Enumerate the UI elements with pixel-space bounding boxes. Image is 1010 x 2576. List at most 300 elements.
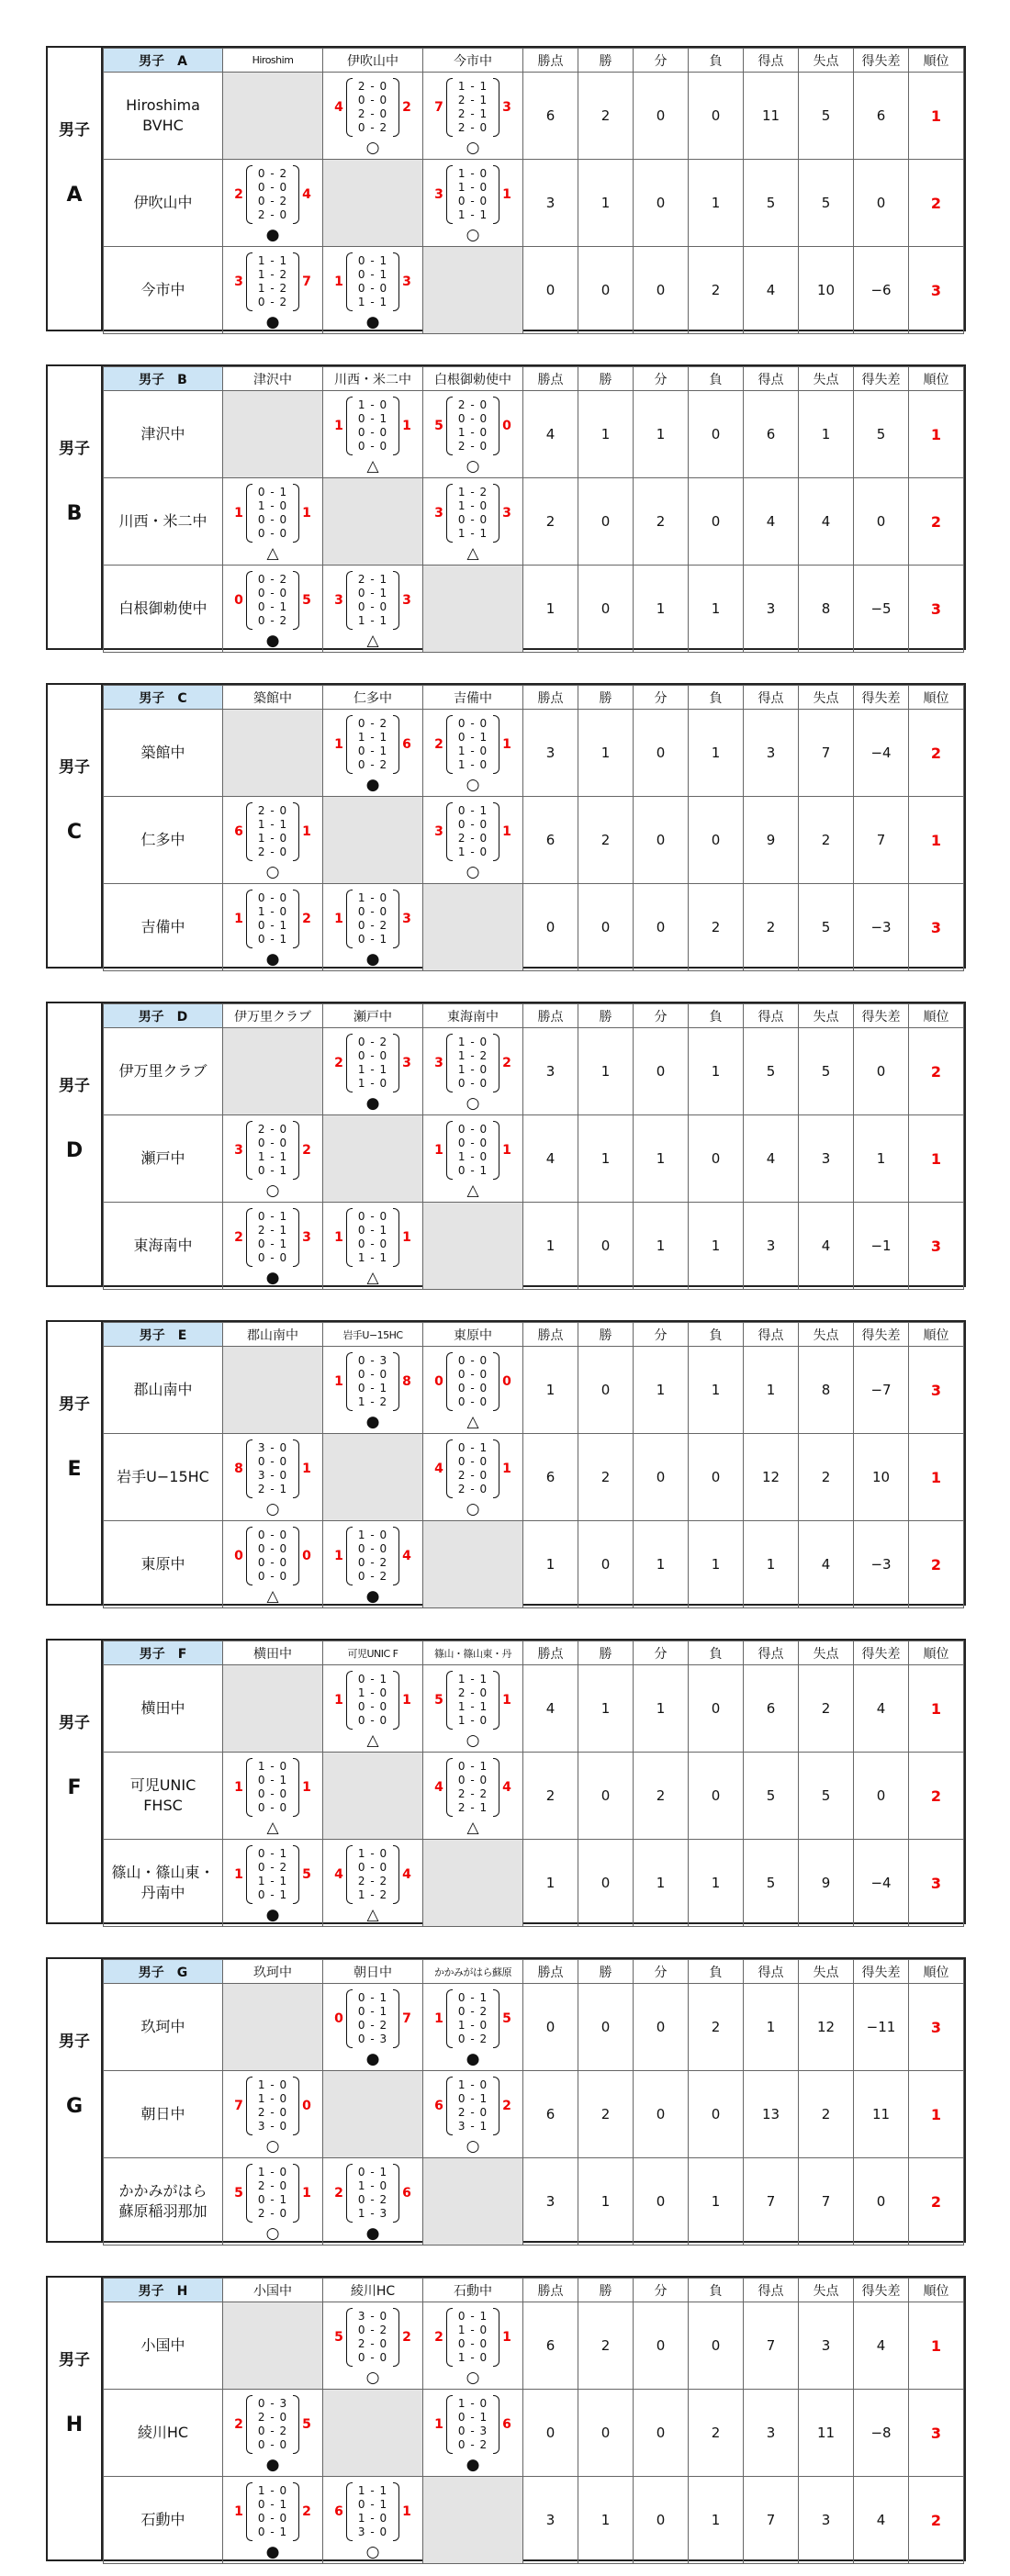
stat-header: 得点 [744, 686, 799, 710]
result-symbol: ● [265, 950, 280, 969]
period-score: 0 - 2 [357, 717, 388, 730]
period-scores [446, 78, 499, 137]
opponent-score: 2 [502, 2099, 511, 2113]
result-symbol: △ [266, 1587, 279, 1606]
period-score: 0 - 2 [257, 296, 288, 308]
team-row [104, 2158, 964, 2246]
stat-header: 勝 [578, 1641, 634, 1665]
team-score: 3 [434, 1056, 443, 1070]
opponent-score: 8 [402, 1374, 411, 1389]
opponent-score: 2 [502, 1056, 511, 1070]
header-row [104, 49, 964, 73]
stat-header: 得点 [744, 1323, 799, 1347]
match-cell [423, 1434, 523, 1521]
group-table [103, 48, 964, 334]
points: 3 [523, 710, 578, 797]
opponent-header: 東原中 [423, 1323, 523, 1347]
stat-header: 順位 [909, 49, 964, 73]
period-score: 0 - 1 [357, 745, 388, 757]
period-score: 0 - 0 [257, 2438, 288, 2451]
losses: 2 [689, 884, 744, 971]
team-row [104, 391, 964, 478]
stat-header: 失点 [799, 2279, 854, 2302]
goals-for: 5 [744, 1753, 799, 1840]
boys-label: 男子 [59, 2033, 90, 2051]
group-table [103, 1003, 964, 1290]
stat-header: 得失差 [854, 1960, 909, 1984]
period-score: 0 - 2 [357, 2324, 388, 2336]
result-symbol: ○ [466, 139, 480, 157]
goal-diff: 7 [854, 797, 909, 884]
period-score: 1 - 0 [457, 846, 488, 858]
period-score: 1 - 1 [457, 1700, 488, 1713]
team-row [104, 1840, 964, 1927]
period-scores [246, 165, 299, 224]
points: 0 [523, 2390, 578, 2477]
goal-diff: −4 [854, 1840, 909, 1927]
period-score: 0 - 0 [357, 905, 388, 918]
period-score: 2 - 0 [357, 80, 388, 93]
result-symbol: ● [466, 2456, 480, 2474]
opponent-score: 3 [402, 593, 411, 608]
points: 3 [523, 2158, 578, 2246]
period-score: 3 - 0 [257, 1441, 288, 1454]
diagonal-cell [423, 2477, 523, 2564]
group-table [103, 2278, 964, 2564]
draws: 1 [634, 1347, 689, 1434]
team-row [104, 1984, 964, 2071]
goals-against: 4 [799, 478, 854, 566]
result-symbol: ○ [466, 2137, 480, 2156]
match-cell [223, 797, 323, 884]
goal-diff: 0 [854, 1753, 909, 1840]
losses: 1 [689, 1203, 744, 1290]
goals-against: 8 [799, 1347, 854, 1434]
goals-for: 6 [744, 1665, 799, 1753]
team-row [104, 1665, 964, 1753]
goals-for: 12 [744, 1434, 799, 1521]
draws: 1 [634, 1665, 689, 1753]
goals-against: 5 [799, 160, 854, 247]
period-scores [446, 2077, 499, 2135]
goals-for: 5 [744, 1840, 799, 1927]
group-letter: G [65, 2095, 84, 2118]
losses: 0 [689, 1753, 744, 1840]
rank: 3 [909, 566, 964, 653]
team-row [104, 2071, 964, 2158]
period-score: 1 - 2 [457, 1049, 488, 1062]
period-score: 1 - 2 [257, 268, 288, 281]
period-score: 0 - 2 [357, 1556, 388, 1569]
team-name: 朝日中 [104, 2071, 223, 2158]
stat-header: 分 [634, 2279, 689, 2302]
period-score: 0 - 1 [457, 731, 488, 744]
rank: 1 [909, 1665, 964, 1753]
team-score: 4 [334, 100, 343, 115]
rank: 3 [909, 1840, 964, 1927]
match-cell [223, 1840, 323, 1927]
period-score: 1 - 2 [457, 486, 488, 498]
rank: 3 [909, 1984, 964, 2071]
rank: 3 [909, 884, 964, 971]
opponent-header: 川西・米二中 [323, 367, 423, 391]
period-scores [346, 252, 399, 311]
period-scores [346, 715, 399, 774]
team-score: 3 [434, 187, 443, 202]
draws: 0 [634, 884, 689, 971]
losses: 2 [689, 2390, 744, 2477]
period-score: 1 - 1 [357, 2484, 388, 2497]
result-symbol: ○ [365, 2543, 380, 2561]
opponent-score: 1 [402, 1693, 411, 1708]
goal-diff: 4 [854, 2477, 909, 2564]
group-b [46, 364, 966, 650]
goal-diff: −1 [854, 1203, 909, 1290]
opponent-score: 1 [502, 187, 511, 202]
period-score: 0 - 0 [457, 1382, 488, 1394]
header-row [104, 1960, 964, 1984]
period-score: 0 - 2 [457, 2005, 488, 2018]
goal-diff: 1 [854, 1115, 909, 1203]
team-score: 6 [434, 2099, 443, 2113]
period-score: 2 - 0 [257, 2106, 288, 2119]
stat-header: 勝 [578, 1960, 634, 1984]
goals-against: 3 [799, 1115, 854, 1203]
team-name: 伊吹山中 [104, 160, 223, 247]
group-label [48, 2278, 103, 2559]
period-score: 0 - 1 [457, 1164, 488, 1177]
team-score: 2 [434, 737, 443, 752]
goals-against: 10 [799, 247, 854, 334]
goals-against: 2 [799, 2071, 854, 2158]
period-score: 0 - 1 [457, 2310, 488, 2323]
team-score: 1 [334, 419, 343, 433]
period-scores [446, 2308, 499, 2367]
team-score: 1 [334, 1374, 343, 1389]
stat-header: 勝 [578, 49, 634, 73]
period-score: 1 - 0 [457, 1150, 488, 1163]
period-scores [446, 802, 499, 861]
losses: 1 [689, 710, 744, 797]
match-cell [323, 1984, 423, 2071]
result-symbol: ○ [466, 1731, 480, 1750]
opponent-score: 2 [402, 2330, 411, 2345]
goals-for: 1 [744, 1347, 799, 1434]
result-symbol: △ [466, 1819, 479, 1837]
result-symbol: ● [365, 950, 380, 969]
period-scores [246, 1208, 299, 1267]
result-symbol: ● [265, 2456, 280, 2474]
period-score: 0 - 1 [257, 486, 288, 498]
opponent-score: 1 [502, 1143, 511, 1158]
period-score: 1 - 1 [457, 80, 488, 93]
header-row [104, 1004, 964, 1028]
period-score: 0 - 1 [357, 268, 388, 281]
team-score: 0 [334, 2011, 343, 2026]
team-name: 可児UNIC FHSC [104, 1753, 223, 1840]
period-score: 0 - 1 [457, 2411, 488, 2424]
wins: 1 [578, 391, 634, 478]
opponent-score: 1 [502, 737, 511, 752]
rank: 1 [909, 2302, 964, 2390]
match-cell [223, 1115, 323, 1203]
result-symbol: ○ [365, 2369, 380, 2387]
points: 2 [523, 1753, 578, 1840]
period-scores [346, 890, 399, 948]
team-row [104, 1115, 964, 1203]
goal-diff: −5 [854, 566, 909, 653]
period-score: 0 - 1 [257, 1774, 288, 1786]
match-cell [223, 2390, 323, 2477]
team-row [104, 1434, 964, 1521]
period-score: 2 - 0 [457, 440, 488, 453]
losses: 0 [689, 391, 744, 478]
points: 1 [523, 1203, 578, 1290]
period-score: 2 - 1 [457, 107, 488, 120]
period-score: 1 - 1 [457, 527, 488, 540]
period-score: 0 - 1 [457, 1991, 488, 2004]
period-scores [346, 2164, 399, 2223]
draws: 0 [634, 710, 689, 797]
period-score: 0 - 1 [457, 1441, 488, 1454]
period-scores [446, 397, 499, 455]
diagonal-cell [323, 1753, 423, 1840]
result-symbol: △ [466, 544, 479, 563]
header-row [104, 2279, 964, 2302]
period-scores [246, 1121, 299, 1180]
draws: 2 [634, 1753, 689, 1840]
match-cell [423, 1028, 523, 1115]
wins: 1 [578, 160, 634, 247]
boys-label: 男子 [59, 758, 90, 777]
result-symbol: △ [366, 1269, 379, 1287]
period-score: 0 - 0 [457, 717, 488, 730]
period-score: 0 - 1 [357, 2005, 388, 2018]
result-symbol: ○ [466, 226, 480, 244]
losses: 0 [689, 73, 744, 160]
period-score: 0 - 1 [257, 2526, 288, 2538]
period-score: 2 - 0 [257, 2179, 288, 2192]
period-score: 0 - 0 [357, 1714, 388, 1727]
team-score: 1 [234, 506, 243, 521]
period-scores [346, 1845, 399, 1904]
team-score: 0 [434, 1374, 443, 1389]
wins: 2 [578, 2071, 634, 2158]
wins: 0 [578, 247, 634, 334]
period-score: 0 - 0 [457, 195, 488, 207]
match-cell [323, 566, 423, 653]
team-score: 2 [334, 1056, 343, 1070]
period-scores [246, 2395, 299, 2454]
diagonal-cell [223, 391, 323, 478]
period-scores [446, 715, 499, 774]
team-name: 横田中 [104, 1665, 223, 1753]
goals-against: 3 [799, 2302, 854, 2390]
period-score: 0 - 3 [357, 2033, 388, 2045]
opponent-score: 3 [402, 912, 411, 926]
opponent-score: 1 [402, 2504, 411, 2519]
period-score: 0 - 0 [257, 1455, 288, 1468]
period-score: 0 - 0 [357, 1368, 388, 1381]
result-symbol: ● [365, 1587, 380, 1606]
opponent-score: 0 [302, 1549, 311, 1563]
opponent-score: 1 [402, 1230, 411, 1245]
stat-header: 負 [689, 1004, 744, 1028]
stat-header: 勝点 [523, 1641, 578, 1665]
team-score: 2 [234, 2417, 243, 2432]
group-header: 男子 C [104, 686, 223, 710]
team-row [104, 797, 964, 884]
opponent-score: 1 [302, 1462, 311, 1476]
result-symbol: ○ [466, 863, 480, 881]
period-score: 1 - 1 [357, 731, 388, 744]
period-score: 0 - 2 [357, 919, 388, 932]
period-score: 2 - 0 [257, 1123, 288, 1136]
result-symbol: ○ [265, 1182, 280, 1200]
stat-header: 負 [689, 1323, 744, 1347]
period-score: 1 - 2 [357, 1888, 388, 1901]
period-score: 0 - 2 [457, 2438, 488, 2451]
boys-label: 男子 [59, 1395, 90, 1414]
points: 6 [523, 2302, 578, 2390]
group-h [46, 2276, 966, 2561]
team-row [104, 160, 964, 247]
opponent-score: 1 [302, 824, 311, 839]
points: 6 [523, 797, 578, 884]
team-name: 白根御勅使中 [104, 566, 223, 653]
team-score: 4 [334, 1867, 343, 1882]
header-row [104, 1323, 964, 1347]
period-score: 1 - 0 [457, 426, 488, 439]
period-score: 1 - 1 [457, 1673, 488, 1686]
opponent-header: 白根御勅使中 [423, 367, 523, 391]
group-g [46, 1957, 966, 2243]
stat-header: 得点 [744, 1960, 799, 1984]
goal-diff: 0 [854, 160, 909, 247]
period-score: 1 - 1 [357, 296, 388, 308]
wins: 0 [578, 1840, 634, 1927]
period-score: 0 - 2 [257, 167, 288, 180]
goals-for: 1 [744, 1984, 799, 2071]
result-symbol: ● [265, 2543, 280, 2561]
result-symbol: ● [265, 313, 280, 331]
period-score: 0 - 1 [457, 2092, 488, 2105]
result-symbol: ○ [466, 1094, 480, 1113]
opponent-header: 仁多中 [323, 686, 423, 710]
wins: 0 [578, 1753, 634, 1840]
opponent-score: 6 [402, 737, 411, 752]
goals-for: 1 [744, 1521, 799, 1608]
draws: 1 [634, 1203, 689, 1290]
goals-against: 12 [799, 1984, 854, 2071]
wins: 0 [578, 1347, 634, 1434]
period-score: 1 - 0 [457, 2078, 488, 2091]
stat-header: 得点 [744, 2279, 799, 2302]
stat-header: 負 [689, 367, 744, 391]
stat-header: 分 [634, 1004, 689, 1028]
period-scores [346, 1527, 399, 1585]
goals-against: 11 [799, 2390, 854, 2477]
match-cell [323, 391, 423, 478]
goals-against: 1 [799, 391, 854, 478]
opponent-score: 3 [302, 1230, 311, 1245]
team-score: 2 [234, 1230, 243, 1245]
goals-for: 13 [744, 2071, 799, 2158]
rank: 3 [909, 1347, 964, 1434]
match-cell [223, 160, 323, 247]
period-score: 0 - 0 [257, 527, 288, 540]
match-cell [423, 391, 523, 478]
period-score: 0 - 2 [357, 2193, 388, 2206]
period-score: 2 - 0 [457, 121, 488, 134]
diagonal-cell [423, 247, 523, 334]
period-score: 0 - 0 [357, 1542, 388, 1555]
period-score: 0 - 0 [257, 181, 288, 194]
opponent-score: 4 [402, 1549, 411, 1563]
team-row [104, 247, 964, 334]
period-score: 0 - 0 [257, 891, 288, 904]
period-score: 1 - 0 [357, 891, 388, 904]
period-scores [446, 1352, 499, 1411]
period-score: 1 - 0 [257, 499, 288, 512]
period-score: 1 - 1 [457, 208, 488, 221]
period-score: 0 - 1 [257, 2193, 288, 2206]
losses: 0 [689, 1665, 744, 1753]
opponent-score: 3 [502, 100, 511, 115]
period-score: 0 - 3 [257, 2397, 288, 2410]
wins: 1 [578, 1028, 634, 1115]
stat-header: 勝点 [523, 1323, 578, 1347]
stat-header: 負 [689, 1960, 744, 1984]
team-score: 3 [334, 593, 343, 608]
diagonal-cell [323, 1434, 423, 1521]
period-score: 0 - 0 [357, 440, 388, 453]
goals-against: 5 [799, 1028, 854, 1115]
period-score: 0 - 0 [457, 2337, 488, 2350]
goal-diff: −3 [854, 1521, 909, 1608]
period-scores [246, 484, 299, 543]
group-label [48, 1641, 103, 1922]
team-score: 1 [334, 737, 343, 752]
result-symbol: ● [365, 1094, 380, 1113]
period-score: 1 - 0 [457, 499, 488, 512]
period-score: 1 - 1 [357, 1251, 388, 1264]
opponent-header: 瀬戸中 [323, 1004, 423, 1028]
opponent-score: 1 [502, 1462, 511, 1476]
group-table [103, 366, 964, 653]
period-score: 1 - 1 [257, 818, 288, 831]
opponent-header: 津沢中 [223, 367, 323, 391]
diagonal-cell [423, 2158, 523, 2246]
match-cell [323, 2158, 423, 2246]
period-score: 2 - 0 [257, 846, 288, 858]
team-row [104, 2477, 964, 2564]
match-cell [423, 1665, 523, 1753]
stat-header: 順位 [909, 367, 964, 391]
wins: 0 [578, 2390, 634, 2477]
team-score: 1 [434, 2011, 443, 2026]
group-letter: E [67, 1458, 82, 1481]
team-score: 3 [234, 1143, 243, 1158]
opponent-score: 6 [502, 2417, 511, 2432]
period-score: 2 - 0 [257, 2411, 288, 2424]
result-symbol: △ [266, 544, 279, 563]
team-score: 1 [234, 912, 243, 926]
match-cell [423, 1753, 523, 1840]
stat-header: 順位 [909, 686, 964, 710]
goals-for: 3 [744, 2390, 799, 2477]
team-score: 1 [334, 1693, 343, 1708]
